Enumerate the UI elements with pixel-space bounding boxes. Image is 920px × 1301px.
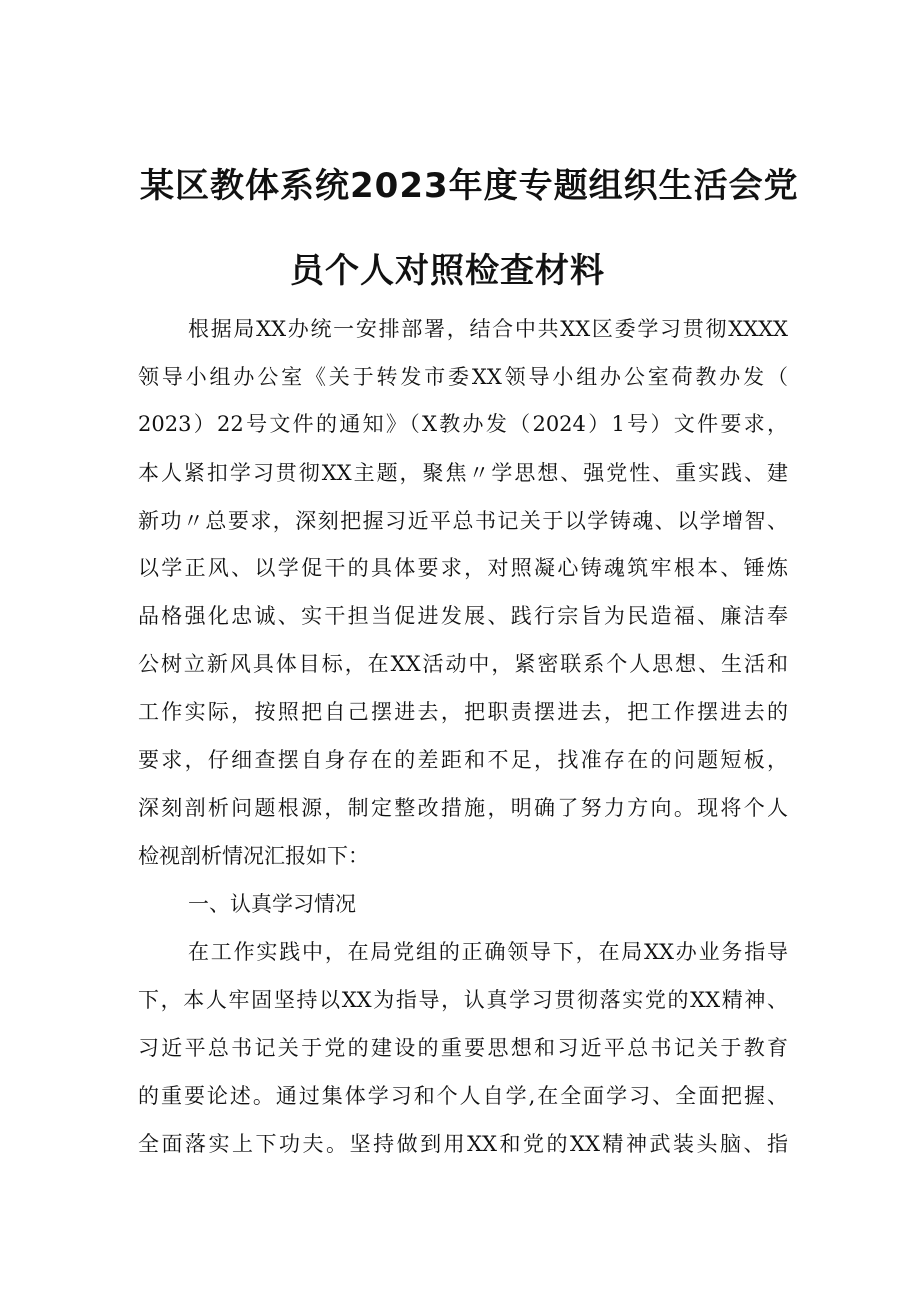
paragraph-1-line: 检视剖析情况汇报如下： [138,844,369,868]
paragraph-2-line: 下，本人牢固坚持以XX为指导，认真学习贯彻落实党的XX精神、 [138,988,788,1012]
document-title-line-2: 员个人对照检查材料 [290,251,605,291]
document-title-line-1: 某区教体系统2023年度专题组织生活会党 [140,166,799,206]
paragraph-1-line: 公树立新风具体目标，在XX活动中，紧密联系个人思想、生活和 [138,652,788,676]
paragraph-1-line: 品格强化忠诚、实干担当促进发展、践行宗旨为民造福、廉洁奉 [138,604,788,628]
paragraph-1-line: 要求，仔细查摆自身存在的差距和不足，找准存在的问题短板， [138,748,788,772]
paragraph-1-line: 工作实际，按照把自己摆进去，把职责摆进去，把工作摆进去的 [138,700,788,724]
paragraph-2-line: 习近平总书记关于党的建设的重要思想和习近平总书记关于教育 [138,1036,788,1060]
paragraph-2-line: 全面落实上下功夫。坚持做到用XX和党的XX精神武装头脑、指 [138,1132,788,1156]
paragraph-1-line: 新功〃总要求，深刻把握习近平总书记关于以学铸魂、以学增智、 [138,509,788,533]
paragraph-1-line: 以学正风、以学促干的具体要求，对照凝心铸魂筑牢根本、锤炼 [138,556,788,580]
paragraph-1-line: 2023）22号文件的通知》（X教办发（2024）1号）文件要求， [138,412,788,436]
paragraph-2-line: 的重要论述。通过集体学习和个人自学,在全面学习、全面把握、 [138,1084,788,1108]
paragraph-1-line: 领导小组办公室《关于转发市委XX领导小组办公室荷教办发（ [138,365,788,389]
paragraph-1-line: 本人紧扣学习贯彻XX主题，聚焦〃学思想、强党性、重实践、建 [138,461,788,485]
section-heading: 一、认真学习情况 [188,892,356,916]
paragraph-2-line: 在工作实践中，在局党组的正确领导下，在局XX办业务指导 [188,940,788,964]
paragraph-1-line: 根据局XX办统一安排部署，结合中共XX区委学习贯彻XXXX [188,317,788,341]
paragraph-1-line: 深刻剖析问题根源，制定整改措施，明确了努力方向。现将个人 [138,796,788,820]
